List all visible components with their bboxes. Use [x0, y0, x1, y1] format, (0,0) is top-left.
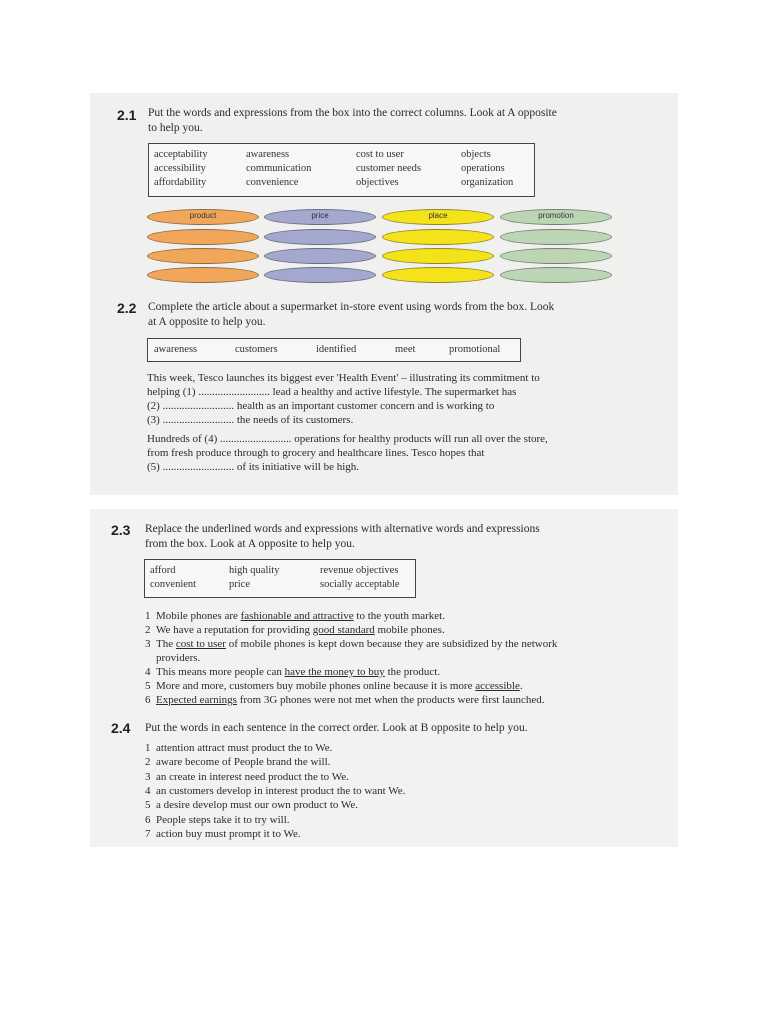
exercise-number-2-3: 2.3	[111, 522, 131, 538]
answer-oval[interactable]	[382, 229, 494, 245]
sentence-text: aware become of People brand the will.	[156, 756, 331, 769]
sentence-line	[145, 770, 349, 784]
sentence-text: to the youth market.	[353, 610, 445, 622]
exercise-number-2-4: 2.4	[111, 720, 131, 736]
sentence-line	[145, 609, 445, 623]
exercise-2-4-instruction: Put the words in each sentence in the correct order. Look at B opposite to help you.	[145, 722, 528, 734]
box-column	[461, 148, 513, 190]
sentence-line	[145, 741, 332, 755]
answer-oval[interactable]	[264, 267, 376, 283]
sentence-number: 7	[145, 827, 151, 840]
box-word: operations	[461, 163, 505, 174]
article-line: (2) .......................... health as an important customer concern and is working to	[147, 400, 495, 412]
column-header-oval	[147, 209, 259, 225]
sentence-number: 4	[145, 666, 151, 678]
article-line: (5) .......................... of its initiative will be high.	[147, 461, 360, 473]
column-label: place	[428, 211, 448, 220]
answer-oval[interactable]	[500, 248, 612, 264]
column-header-oval	[264, 209, 376, 225]
box-word: convenience	[246, 177, 299, 188]
sentence-text: .	[519, 680, 523, 692]
answer-oval[interactable]	[147, 248, 259, 264]
box-word: customers	[235, 344, 278, 355]
instruction-line: Replace the underlined words and expressions with alternative words and expressions	[145, 523, 540, 535]
answer-oval[interactable]	[147, 229, 259, 245]
article-line: (3) .......................... the needs of its customers.	[147, 414, 354, 426]
sentence-text: from 3G phones were not met when the products were first launched.	[236, 694, 545, 706]
sentence-line	[145, 637, 557, 651]
sentence-line	[145, 665, 440, 679]
exercise-number-2-1: 2.1	[117, 107, 137, 123]
box-column	[356, 148, 421, 190]
underlined-expression: good standard	[312, 624, 375, 636]
sentence-text: the product.	[384, 666, 441, 678]
box-word: revenue objectives	[320, 565, 399, 576]
box-word: customer needs	[356, 163, 422, 174]
answer-oval[interactable]	[500, 229, 612, 245]
sentence-text: of mobile phones is kept down because they are subsidized by the network	[225, 638, 558, 650]
sentence-text: attention attract must product the to We.	[156, 742, 333, 754]
sentence-number: 1	[145, 742, 151, 754]
sentence-text: a desire develop must our own product to We.	[156, 799, 359, 812]
sentence-number: 5	[145, 680, 151, 692]
sentence-number: 4	[145, 784, 151, 797]
box-word: affordability	[154, 177, 207, 188]
instruction-line: at A opposite to help you.	[148, 316, 266, 328]
box-column	[320, 564, 400, 592]
instruction-line: to help you.	[148, 122, 203, 134]
underlined-expression: have the money to buy	[284, 666, 385, 678]
box-word: awareness	[246, 149, 290, 160]
instruction-line: Complete the article about a supermarket in-store event using words from the box. Look	[148, 301, 555, 313]
sentence-text: Mobile phones are	[156, 610, 241, 622]
answer-oval[interactable]	[264, 229, 376, 245]
sentence-line	[145, 623, 445, 637]
sentence-text: The	[156, 638, 176, 650]
box-word: afford	[150, 565, 176, 576]
column-label: price	[311, 211, 329, 220]
sentence-text: More and more, customers buy mobile phones online because it is more	[156, 680, 476, 692]
sentence-text: an create in interest need product the to We.	[156, 770, 349, 783]
sentence-number: 5	[145, 799, 151, 812]
sentence-text: action buy must prompt it to We.	[156, 827, 301, 840]
sentence-text: an customers develop in interest product the to want We.	[156, 784, 406, 797]
underlined-expression: fashionable and attractive	[240, 610, 354, 622]
box-word: accessibility	[154, 163, 206, 174]
sentence-line	[145, 755, 330, 769]
article-line: This week, Tesco launches its biggest ever 'Health Event' – illustrating its commitment to	[147, 372, 540, 384]
instruction-line: Put the words and expressions from the box into the correct columns. Look at A opposite	[148, 107, 557, 119]
column-header-oval	[382, 209, 494, 225]
box-word: convenient	[150, 579, 197, 590]
box-word: price	[229, 579, 250, 590]
column-label: promotion	[538, 211, 574, 220]
instruction-line: from the box. Look at A opposite to help you.	[145, 538, 355, 550]
box-column	[246, 148, 311, 190]
sentence-text: providers.	[156, 652, 201, 664]
box-word: socially acceptable	[320, 579, 400, 590]
column-header-oval	[500, 209, 612, 225]
box-word: awareness	[154, 344, 198, 355]
underlined-expression: cost to user	[175, 638, 226, 650]
answer-oval[interactable]	[147, 267, 259, 283]
sentence-line	[145, 651, 200, 665]
sentence-text: This means more people can	[156, 666, 285, 678]
box-column	[154, 148, 208, 190]
box-column	[150, 564, 196, 592]
underlined-expression: Expected earnings	[156, 694, 237, 706]
column-label: product	[189, 211, 217, 220]
box-word: objectives	[356, 177, 399, 188]
box-word: identified	[316, 344, 357, 355]
article-line: helping (1) .......................... lead a healthy and active lifestyle. The supermarket has	[147, 386, 517, 398]
sentence-number: 2	[145, 624, 151, 636]
answer-oval[interactable]	[382, 267, 494, 283]
box-column	[229, 564, 279, 592]
sentence-line	[145, 679, 523, 693]
sentence-number: 3	[145, 638, 151, 650]
word-box-2-3	[144, 559, 416, 598]
box-word: organization	[461, 177, 514, 188]
exercise-2-3-instruction	[145, 522, 540, 552]
article-line: from fresh produce through to grocery and healthcare lines. Tesco hopes that	[147, 447, 485, 459]
sentence-line	[145, 784, 405, 798]
sentence-text: People steps take it to try will.	[156, 813, 290, 826]
sentence-number: 1	[145, 610, 151, 622]
sentence-text: mobile phones.	[374, 624, 445, 636]
word-box-2-2	[147, 338, 521, 362]
box-word: communication	[246, 163, 312, 174]
box-word: meet	[395, 344, 416, 355]
sentence-text: We have a reputation for providing	[156, 624, 313, 636]
sentence-line	[145, 798, 358, 812]
sentence-line	[145, 693, 545, 707]
sentence-number: 6	[145, 694, 151, 706]
sentence-line	[145, 813, 290, 827]
box-word: high quality	[229, 565, 280, 576]
sentence-line	[145, 827, 301, 841]
answer-oval[interactable]	[382, 248, 494, 264]
sentence-number: 2	[145, 756, 151, 769]
box-word: objects	[461, 149, 491, 160]
sentence-number: 6	[145, 813, 151, 826]
word-box-2-1	[148, 143, 535, 197]
box-word: promotional	[449, 344, 501, 355]
box-word: acceptability	[154, 149, 208, 160]
sentence-number: 3	[145, 770, 151, 783]
exercise-2-1-instruction	[148, 106, 557, 136]
answer-oval[interactable]	[500, 267, 612, 283]
article-line: Hundreds of (4) .......................... operations for healthy products will run all over the store,	[147, 433, 548, 445]
exercise-2-2-instruction	[148, 300, 554, 330]
exercise-number-2-2: 2.2	[117, 300, 137, 316]
answer-oval[interactable]	[264, 248, 376, 264]
underlined-expression: accessible	[475, 680, 520, 692]
box-word: cost to user	[356, 149, 404, 160]
